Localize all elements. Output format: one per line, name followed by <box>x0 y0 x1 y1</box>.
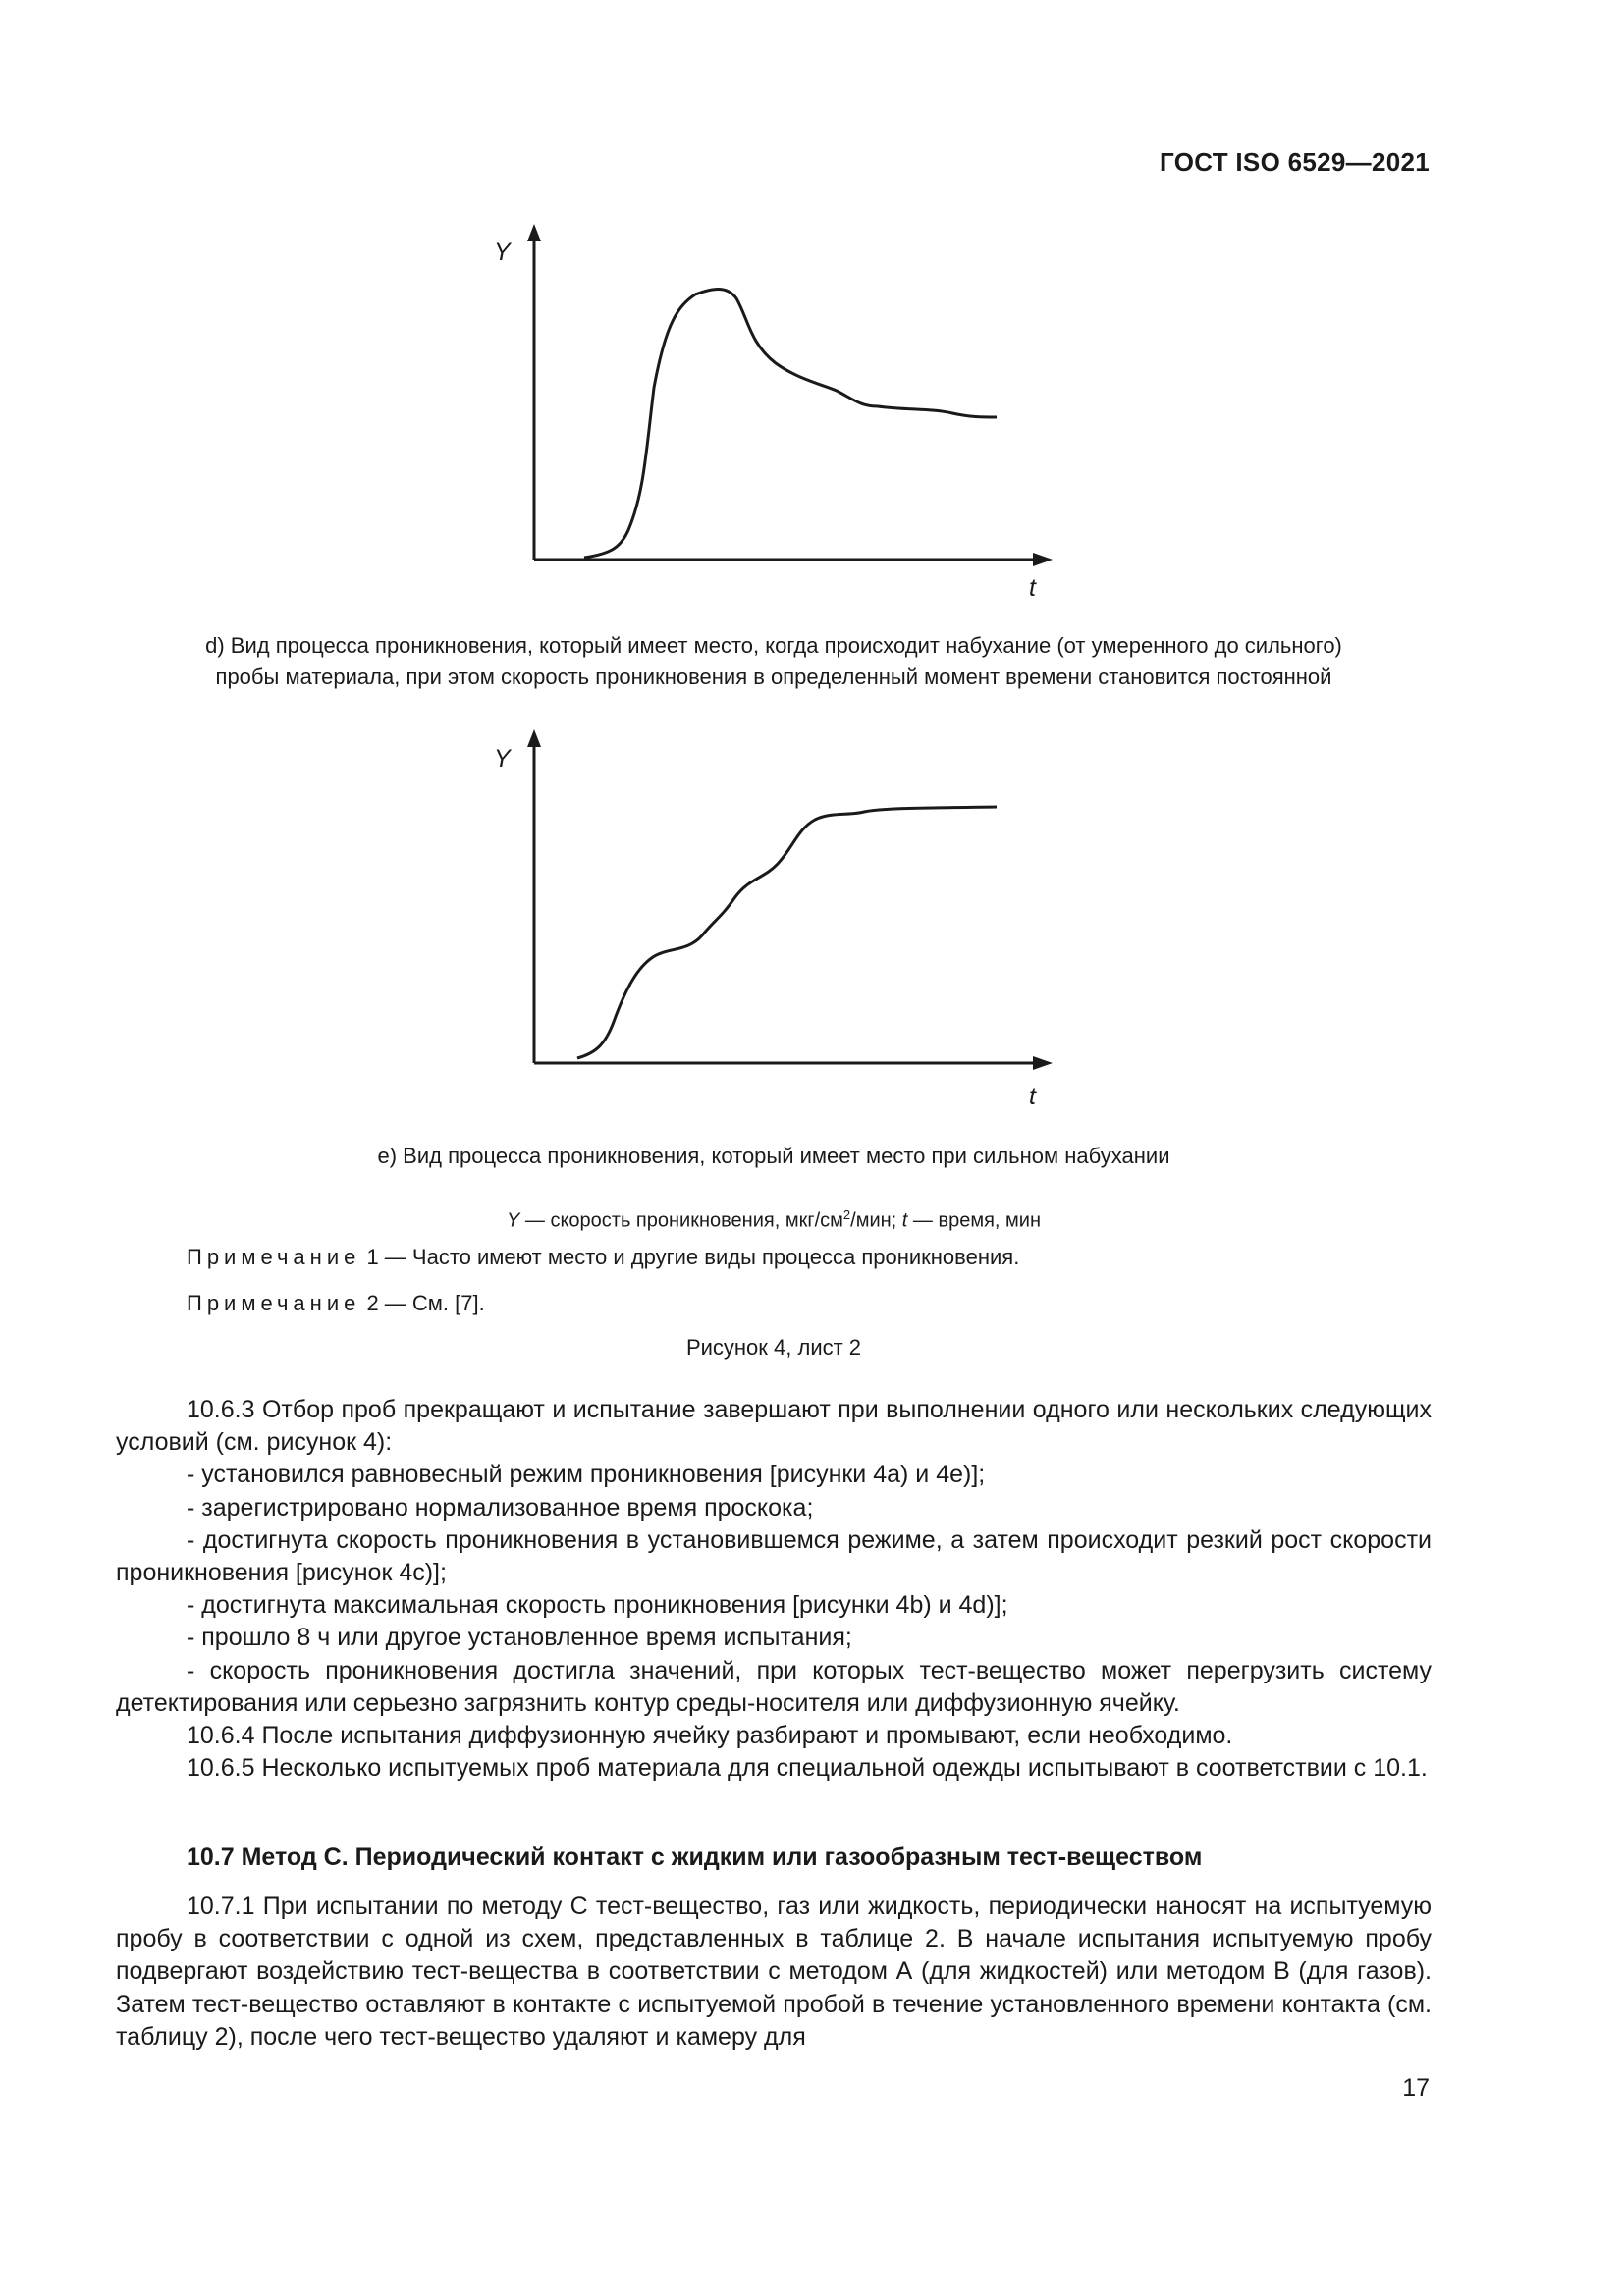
legend-superscript: 2 <box>842 1207 851 1222</box>
legend-y-symbol: Y <box>506 1209 520 1232</box>
figure-e-curve <box>577 807 997 1058</box>
list-item-4: - достигнута максимальная скорость проникновения [рисунки 4b) и 4d)]; <box>187 1591 1008 1620</box>
list-item-6: - скорость проникновения достигла значений, при которых тест-вещество может перегрузить систему детектирования или серьезно загрязнить контур среды-носителя или диффузионную ячейку. <box>116 1656 1432 1717</box>
figure-d-caption <box>116 630 1432 693</box>
legend-t-symbol: t <box>901 1209 908 1232</box>
figure-d-x-arrow <box>1033 553 1053 566</box>
page-number: 17 <box>1402 2074 1430 2102</box>
list-item-3: - достигнута скорость проникновения в установившемся режиме, а затем происходит резкий рост скорости проникновения [рисунок 4c)]; <box>116 1525 1432 1587</box>
note-2-label: Примечание <box>187 1291 361 1315</box>
body-text-block-1 <box>116 1394 1432 1785</box>
figure-d-caption-line2: пробы материала, при этом скорость проникновения в определенный момент времени становится постоянной <box>215 665 1332 689</box>
document-header: ГОСТ ISO 6529—2021 <box>1160 147 1430 177</box>
legend-y-text-2: /мин; <box>850 1209 902 1232</box>
figure-e-x-arrow <box>1033 1056 1053 1070</box>
paragraph-10-6-3: 10.6.3 Отбор проб прекращают и испытание завершают при выполнении одного или нескольких следующих условий (см. рисунок 4): <box>116 1396 1432 1457</box>
figure-e-y-arrow <box>527 729 541 747</box>
figure-d-curve <box>584 290 997 559</box>
legend-y-text: — скорость проникновения, мкг/см <box>519 1209 843 1232</box>
figure-e-graph <box>0 721 1624 1114</box>
paragraph-10-7-1: 10.7.1 При испытании по методу С тест-вещество, газ или жидкость, периодически наносят на испытуемую пробу в соответствии с одной из схем, представленных в таблице 2. В начале испытания испытуемую пробу подвергают воздействию тест-вещества в соответствии с методом А (для жидкостей) или методом В (для газов). Затем тест-вещество оставляют в контакте с испытуемой пробой в течение установленного времени контакта (см. таблицу 2), после чего тест-вещество удаляют и камеру для <box>116 1893 1432 2051</box>
list-item-1: - установился равновесный режим проникновения [рисунки 4а) и 4е)]; <box>187 1461 986 1489</box>
figure-d-caption-line1: d) Вид процесса проникновения, который имеет место, когда происходит набухание (от умеренного до сильного) <box>205 633 1342 658</box>
legend-t-text: — время, мин <box>907 1209 1042 1232</box>
body-text-block-2 <box>116 1891 1432 2054</box>
figure-d-y-arrow <box>527 224 541 241</box>
note-1 <box>187 1242 1019 1273</box>
figure-d-graph <box>0 216 1624 609</box>
section-heading-10-7: 10.7 Метод С. Периодический контакт с жидким или газообразным тест-веществом <box>187 1843 1203 1871</box>
figure-d-y-label: Y <box>494 239 511 266</box>
note-2 <box>187 1288 485 1319</box>
paragraph-10-6-5: 10.6.5 Несколько испытуемых проб материала для специальной одежды испытывают в соответствии с 10.1. <box>187 1754 1428 1783</box>
list-item-5: - прошло 8 ч или другое установленное время испытания; <box>187 1624 852 1652</box>
figure-e-y-label: Y <box>494 745 511 773</box>
figure-d-x-label: t <box>1029 574 1036 602</box>
figure-legend <box>116 1200 1432 1237</box>
figure-e-x-label: t <box>1029 1083 1036 1110</box>
figure-e-caption: e) Вид процесса проникновения, который имеет место при сильном набухании <box>377 1144 1170 1168</box>
list-item-2: - зарегистрировано нормализованное время проскока; <box>187 1493 814 1522</box>
note-2-text: 2 — См. [7]. <box>360 1291 485 1315</box>
note-1-text: 1 — Часто имеют место и другие виды процесса проникновения. <box>360 1245 1020 1269</box>
figure-title: Рисунок 4, лист 2 <box>685 1335 862 1360</box>
note-1-label: Примечание <box>187 1245 361 1269</box>
paragraph-10-6-4: 10.6.4 После испытания диффузионную ячейку разбирают и промывают, если необходимо. <box>187 1722 1233 1750</box>
